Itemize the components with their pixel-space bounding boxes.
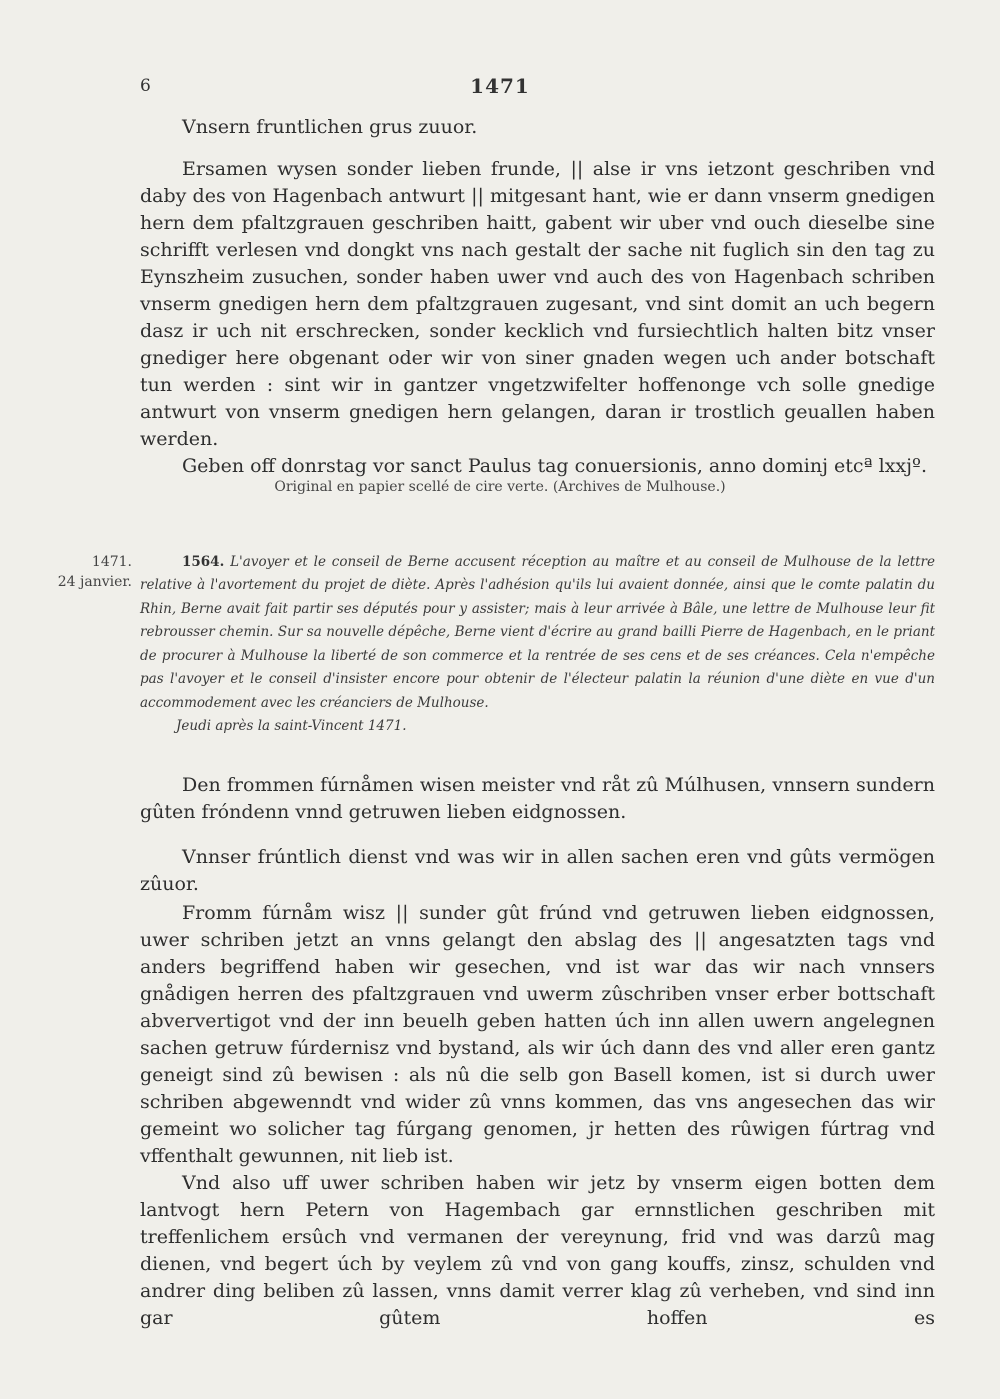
- margin-year: 1471.: [91, 554, 132, 570]
- letter-2-greeting: Vnnser frúntlich dienst vnd was wir in allen sachen eren vnd gûts vermögen zûuor.: [140, 846, 935, 895]
- margin-day: 24 janvier.: [57, 574, 132, 591]
- source-note: Original en papier scellé de cire verte. (Archives de Mulhouse.): [274, 479, 726, 495]
- document-number: 1564.: [182, 554, 225, 570]
- letter-2-paragraph-2: Vnd also uff uwer schriben haben wir jetz by vnserm eigen botten dem lantvogt hern Petern von Hagembach gar ernnstlichen geschriben mit treffenlichem ersûch vnd vermanen der vereynung, frid vnd was darzû mag dienen, vnd begert úch by veylem zû vnd von gang kouffs, zinsz, schulden vnd andrer ding beliben zû lassen, vnns damit verrer klag zû verheben, vnd sind inn gar gûtem hoffen es: [140, 1171, 935, 1329]
- letter-2-greeting-block: [140, 844, 935, 898]
- summary-date-line: Jeudi après la saint-Vincent 1471.: [176, 718, 407, 735]
- margin-date: [52, 552, 132, 593]
- document-summary: [140, 551, 935, 739]
- summary-text: L'avoyer et le conseil de Berne accusent réception au maître et au conseil de Mulhouse de la lettre relative à l'avortement du projet de diète. Après l'adhésion qu'ils lui avaient donnée, ainsi que le comte palatin du Rhin, Berne avait fait partir ses députés pour y assister; mais à leur arrivée à Bâle, une lettre de Mulhouse leur fit rebrousser chemin. Sur sa nouvelle dépêche, Berne vient d'écrire au grand bailli Pierre de Hagenbach, en le priant de procurer à Mulhouse la liberté de son commerce et la rentrée de ses cens et de ses créances. Cela n'empêche pas l'avoyer et le conseil d'insister encore pour obtenir de l'électeur palatin la réunion d'une diète en vue d'un accommodement avec les créanciers de Mulhouse.: [140, 554, 936, 711]
- letter-1-paragraph: Ersamen wysen sonder lieben frunde, || alse ir vns ietzont geschriben vnd daby des von Hagenbach antwurt || mitgesant hant, wie er dann vnserm gnedigen hern dem pfaltzgrauen geschriben haitt, gabent wir uber vnd ouch dieselbe sine schrifft verlesen vnd dongkt vns nach gestalt der sache nit fuglich sin den tag zu Eynszheim zusuchen, sonder haben uwer vnd auch des von Hagenbach schriben vnserm gnedigen hern dem pfaltzgrauen zugesant, vnd sint domit an uch begern dasz ir uch nit erschrecken, sonder kecklich vnd fursiechtlich halten bitz vnser gnediger here obgenant oder wir von siner gnaden wegen uch ander botschaft tun werden : sint wir in gantzer vngetzwifelter hoffenonge vch solle gnedige antwurt von vnserm gnedigen hern gelangen, daran ir trostlich geuallen haben werden.: [140, 158, 935, 450]
- letter-1-body: [140, 156, 935, 480]
- page-number: 6: [140, 76, 151, 96]
- letter-2-address-block: [140, 772, 935, 826]
- letter-1-salutation-block: [140, 114, 935, 141]
- letter-2-address: Den frommen fúrnåmen wisen meister vnd råt zû Múlhusen, vnnsern sundern gûten fróndenn vnnd getruwen lieben eidgnossen.: [140, 774, 935, 823]
- letter-1-salutation: Vnsern fruntlichen grus zuuor.: [182, 116, 478, 138]
- letter-2-body: [140, 900, 935, 1332]
- letter-2-paragraph-1: Fromm fúrnåm wisz || sunder gût frúnd vnd getruwen lieben eidgnossen, uwer schriben jetzt an vnns gelangt den abslag des || angesatzten tags vnd anders begriffend haben wir gesechen, vnd ist war das wir nach vnnsers gnådigen herren des pfaltzgrauen vnd uwerm zûschriben vnser erber bottschaft abververtigot vnd der inn beuelh geben hatten úch inn allen uwern angelegnen sachen getruw fúrdernisz vnd bystand, als wir úch dann des vnd aller eren gantz geneigt sind zû bewisen : als nû die selb gon Basell komen, ist si durch uwer schriben abgewenndt vnd wider zû vnns kommen, das vns angesechen das wir gemeint wo solicher tag fúrgang genomen, jr hetten des rûwigen fúrtrag vnd vffenthalt gewunnen, nit lieb ist.: [140, 902, 935, 1167]
- running-head-year: 1471: [470, 74, 530, 98]
- letter-1-closing: Geben off donrstag vor sanct Paulus tag conuersionis, anno dominj etcª lxxjº.: [182, 454, 927, 477]
